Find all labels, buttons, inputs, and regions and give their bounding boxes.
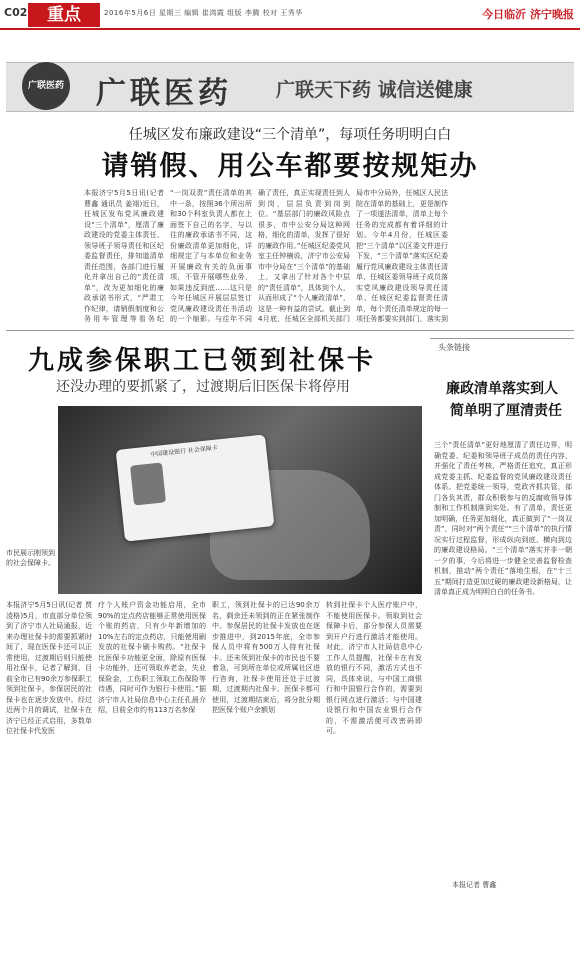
article1-column-3: 确了责任，真正实现责任到人到岗，层层负责到岗到位。“基层部门的廉政风险点很多，市中公安分局这种网格，细化的清单，发挥了很好的廉政作用。”任城区纪委党风室主任钟楠说，济宁市公安局市中分局在“三个清单”的基础上，又拿出了针对各个中层的“责任清单”，具体到个人，从而形成了“个人廉政清单”，这是一种有益的尝试。截止到4月底，任城区全部机关部门 — [258, 189, 350, 322]
sidebar-rule — [430, 338, 574, 339]
article1-column-2: “一岗双责”责任清单的其中一条，按照36个所出所和30个科室负责人都在上面签下自己的名字，与以往的廉政承诺书不同，这份廉政清单更加细化，详细规定了与本单位和业务开展廉政有关的负面事项，不管开展哪些业务，如果违反到底……这只是今年任城区开展层层签订党风廉政建设责任书活动的一个缩影。与往年不同 — [170, 189, 252, 322]
section-divider — [6, 330, 574, 331]
article1-headline: 请销假、用公车都要按规矩办 — [101, 151, 479, 182]
banner-company-name: 广联医药 — [96, 76, 232, 111]
article2-column-3: 职工，领到社保卡的已达90余万名，剩余还未领到的正在紧张制作中。参保居民的社保卡发放也在逐步推进中，到2015年底，全市参保人员中将有500万人持有社保卡。还未领到社保卡的市民也不要着急，可到所在单位或所属社区进行咨询，社保卡使用还处于过渡期，过渡期内社保卡、医保卡都可使用，过渡期结束后，将分批分期把医保个账户余额划 — [212, 601, 320, 714]
banner-slogan: 广联天下药 诚信送健康 — [276, 79, 473, 101]
sidebar-body: 三个“责任清单”更好地厘清了责任边界，明确党委、纪委和领导班子成员的责任内容，并强化了责任考核，严格责任追究，真正形成党委主抓、纪委监督的党风廉政建设责任体系。把党委统一领导，党政齐抓共管，部门各负其责，群众积极参与的反腐败领导体制和工作机制落到实处。有了清单，责任更加明确，任务更加细化，真正做到了“一岗双责”，同时对“两个责任”“三个清单”的执行情况实行过程监督，形成纵向到底、横向到边的廉政建设格局。“三个清单”落实并非一朝一夕的事，今后将进一步健全完善监督检查机制，推动“两个责任”落地生根，在“十三五”期间打造更加过硬的廉政建设新格局，让清单真正成为明明白白的任务书。 — [434, 441, 572, 596]
newspaper-brand: 今日临沂 济宁晚报 — [482, 8, 574, 21]
article2-headline: 九成参保职工已领到社保卡 — [28, 346, 377, 376]
pharmacy-logo: 广联医药 — [22, 62, 70, 110]
photo-caption: 市民展示刚领到的社会保障卡。 — [6, 549, 55, 567]
sidebar-kicker: 头条链接 — [438, 343, 470, 352]
card-bank-label: 中国建设银行 社会保障卡 — [149, 444, 219, 459]
article2-column-1: 本报济宁5月5日讯(记者 贾凌格)5月，市直部分单位领到了济宁市人社局通报，近来办理社保卡的需要抓紧时间了，现在医保卡还可以正常使用，过渡期后则只能使用社保卡，记者了解到，目前全市已有90余万参保职工领到社保卡，参保居民的社保卡也在逐步发放中。经过近两个月的调试，社保卡在济宁已经正式启用，多数单位社保卡代发医 — [6, 601, 92, 735]
header-rule — [0, 28, 580, 30]
sidebar-author: 本报记者 曹鑫 — [452, 881, 497, 889]
article1-column-4: 局市中分局外，任城区人民法院在清单的基础上，更是制作了一项遂法清单，清单上每个任务的完成都有着详细的计划。今年4月份，任城区委把“三个清单”以区委文件进行下发，“三个清单”落实区纪委履行党风廉政建设主体责任清单、任城区委领导班子成员落实党风廉政建设领导责任清单、任城区纪委监督责任清单，每个责任清单规定的每一项任务都要实到部门，落实到 — [356, 189, 448, 322]
article2-column-4: 转到社保卡个人医疗账户中，不能使用医保卡。领取到社会保障卡后，部分参保人员需要到开户行进行激活才能使用。对此，济宁市人社局信息中心工作人员提醒，社保卡在有发放的银行不同，激活方式也不同，具体来说，与中国工商银行和中国银行合作的，需要到银行网点进行激活；与中国建设银行和中国农业银行合作的，不需激活便可改密码即可。 — [326, 601, 422, 735]
page-code: C02 — [4, 6, 28, 19]
article1-subhead: 任城区发布廉政建设“三个清单”，每项任务明明白白 — [128, 127, 452, 143]
article1-column-1: 本报济宁5月5日讯(记者 曹鑫 通讯员 姜翊)近日，任城区发布党风廉政建设“三个清单”，厘清了廉政建设的党委主体责任、领导班子领导责任和区纪委监督责任，排知道清单责任范围，各部门进行履化并拿出自己的“责任清单”，改为更加细化的廉政承诺书形式，“严肃工作纪律，请销假制度和公务用车管理等看务纪 — [84, 189, 164, 322]
date-line: 2016年5月6日 星期三 编辑 崔鸿霞 组版 李腾 校对 王秀华 — [104, 9, 303, 17]
sidebar-headline-2: 简单明了厘清责任 — [450, 403, 562, 419]
sidebar-headline-1: 廉政清单落实到人 — [446, 381, 558, 397]
card-portrait — [130, 462, 166, 505]
section-tag: 重点 — [28, 3, 100, 27]
article2-subhead: 还没办理的要抓紧了，过渡期后旧医保卡将停用 — [56, 379, 350, 395]
article2-column-2: 疗个人账户资金功能启用，全市90%的定点药店能够正常使用医保个账的药店，只有少年新增加的10%左右的定点药店，只能使用刷发放的社保卡刷卡购药。“社保卡比医保卡功能更全面，除原有医保卡功能外，还可领取养老金，失业保险金，工伤职工领取工伤保险等待遇，同时可作为银行卡使用。”据济宁市人社局信息中心主任孔晨介绍，目前全市约有113万名参保 — [98, 601, 206, 714]
